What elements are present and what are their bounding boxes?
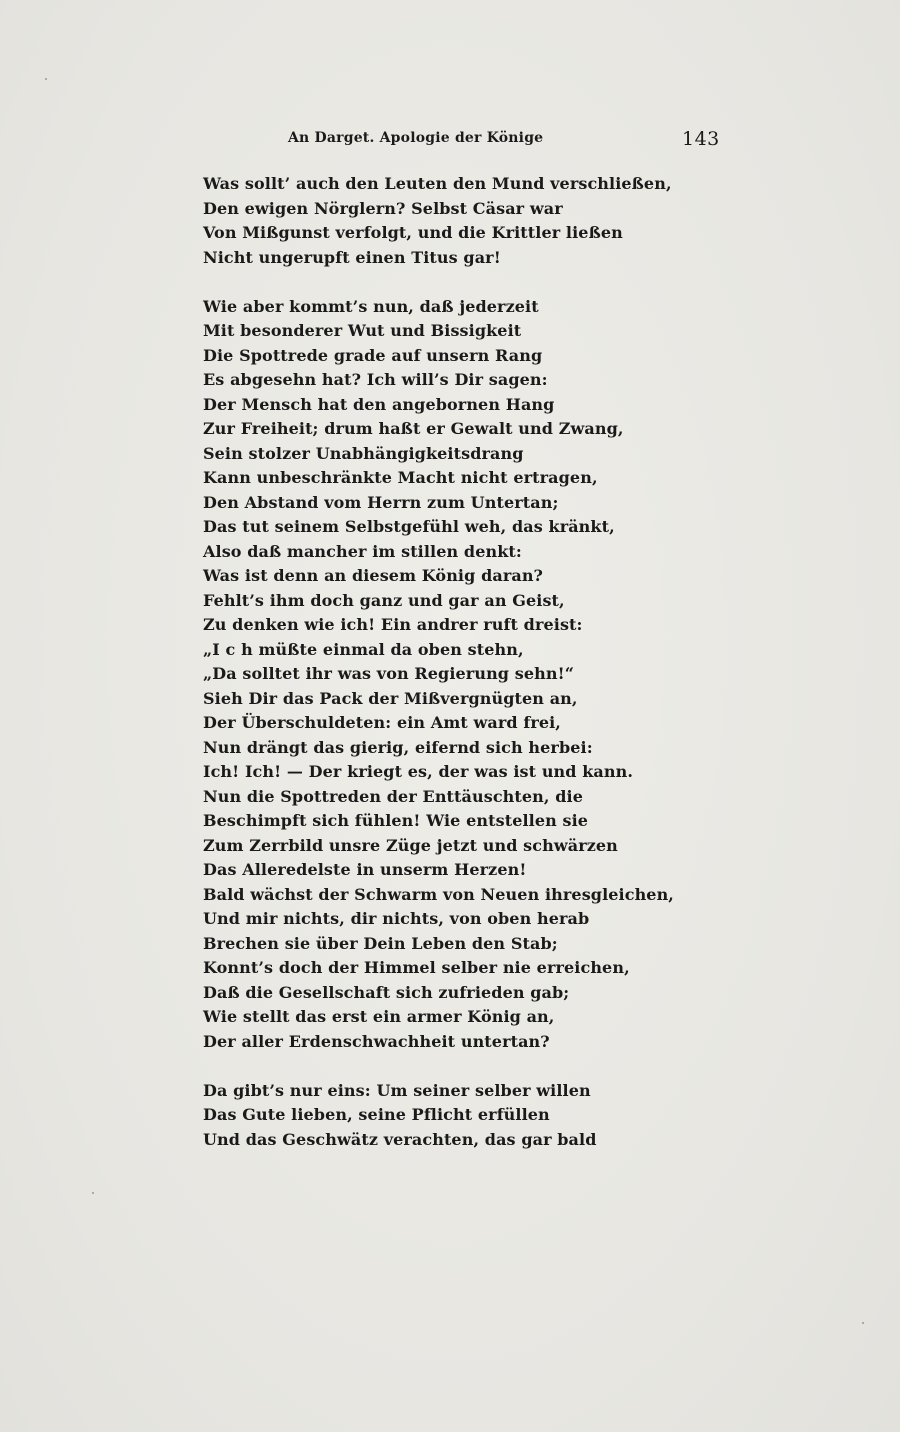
poem-line: Den ewigen Nörglern? Selbst Cäsar war	[203, 198, 563, 218]
paper-speck	[45, 78, 47, 80]
poem-line: Nicht ungerupft einen Titus gar!	[203, 247, 501, 267]
paper-speck	[92, 1192, 94, 1194]
stanza	[203, 1079, 623, 1153]
poem-line: „Da solltet ihr was von Regierung sehn!“	[203, 664, 575, 683]
running-head: An Darget. Apologie der Könige	[288, 130, 544, 146]
stanza	[203, 295, 674, 1055]
poem-line: Beschimpft sich fühlen! Wie entstellen sie	[203, 811, 589, 830]
poem-line: Daß die Gesellschaft sich zufrieden gab;	[203, 982, 570, 1002]
poem-line: Das Gute lieben, seine Pflicht erfüllen	[203, 1105, 550, 1124]
poem-line: Was ist denn an diesem König daran?	[203, 566, 544, 585]
poem-line: Zur Freiheit; drum haßt er Gewalt und Zwang,	[203, 419, 624, 438]
poem-line: Und mir nichts, dir nichts, von oben herab	[203, 909, 590, 928]
poem-line: Der Mensch hat den angebornen Hang	[203, 394, 555, 414]
poem-line: Zu denken wie ich! Ein andrer ruft dreist:	[203, 615, 583, 634]
poem-line: Das tut seinem Selbstgefühl weh, das kränkt,	[203, 517, 615, 536]
poem-line: Kann unbeschränkte Macht nicht ertragen,	[203, 468, 598, 487]
poem-line: Wie aber kommt’s nun, daß jederzeit	[203, 296, 539, 316]
poem-line: Nun drängt das gierig, eifernd sich herbei:	[203, 737, 593, 757]
poem-line: Fehlt’s ihm doch ganz und gar an Geist,	[203, 590, 565, 610]
poem-line: Von Mißgunst verfolgt, und die Krittler ließen	[203, 223, 623, 242]
poem-line: Sein stolzer Unabhängigkeitsdrang	[203, 443, 524, 463]
poem-line: Der aller Erdenschwachheit untertan?	[203, 1031, 550, 1051]
poem-line: Konnt’s doch der Himmel selber nie erreichen,	[203, 958, 630, 977]
poem-line: Mit besonderer Wut und Bissigkeit	[203, 321, 522, 340]
poem-line: Es abgesehn hat? Ich will’s Dir sagen:	[203, 370, 548, 389]
poem-line: Also daß mancher im stillen denkt:	[203, 541, 522, 561]
poem-line: Brechen sie über Dein Leben den Stab;	[203, 933, 558, 953]
poem-body	[203, 172, 674, 1177]
poem-line: Sieh Dir das Pack der Mißvergnügten an,	[203, 688, 578, 708]
poem-line: Und das Geschwätz verachten, das gar bald	[203, 1129, 597, 1149]
page-number: 143	[682, 128, 720, 150]
paper-speck	[862, 1322, 864, 1324]
poem-line: Das Alleredelste in unserm Herzen!	[203, 860, 527, 879]
poem-line: Bald wächst der Schwarm von Neuen ihresgleichen,	[203, 884, 674, 904]
poem-line: Ich! Ich! — Der kriegt es, der was ist und kann.	[203, 762, 634, 781]
poem-line: Was sollt’ auch den Leuten den Mund verschließen,	[203, 174, 672, 193]
poem-line: Die Spottrede grade auf unsern Rang	[203, 345, 543, 365]
poem-line: Da gibt’s nur eins: Um seiner selber willen	[203, 1080, 591, 1100]
poem-line: Den Abstand vom Herrn zum Untertan;	[203, 492, 559, 512]
poem-line: Nun die Spottreden der Enttäuschten, die	[203, 786, 583, 806]
poem-line: Der Überschuldeten: ein Amt ward frei,	[203, 713, 561, 732]
stanza	[203, 172, 672, 270]
poem-line: Wie stellt das erst ein armer König an,	[203, 1007, 555, 1026]
poem-line: „I c h müßte einmal da oben stehn,	[203, 639, 524, 659]
poem-line: Zum Zerrbild unsre Züge jetzt und schwärzen	[203, 835, 618, 855]
